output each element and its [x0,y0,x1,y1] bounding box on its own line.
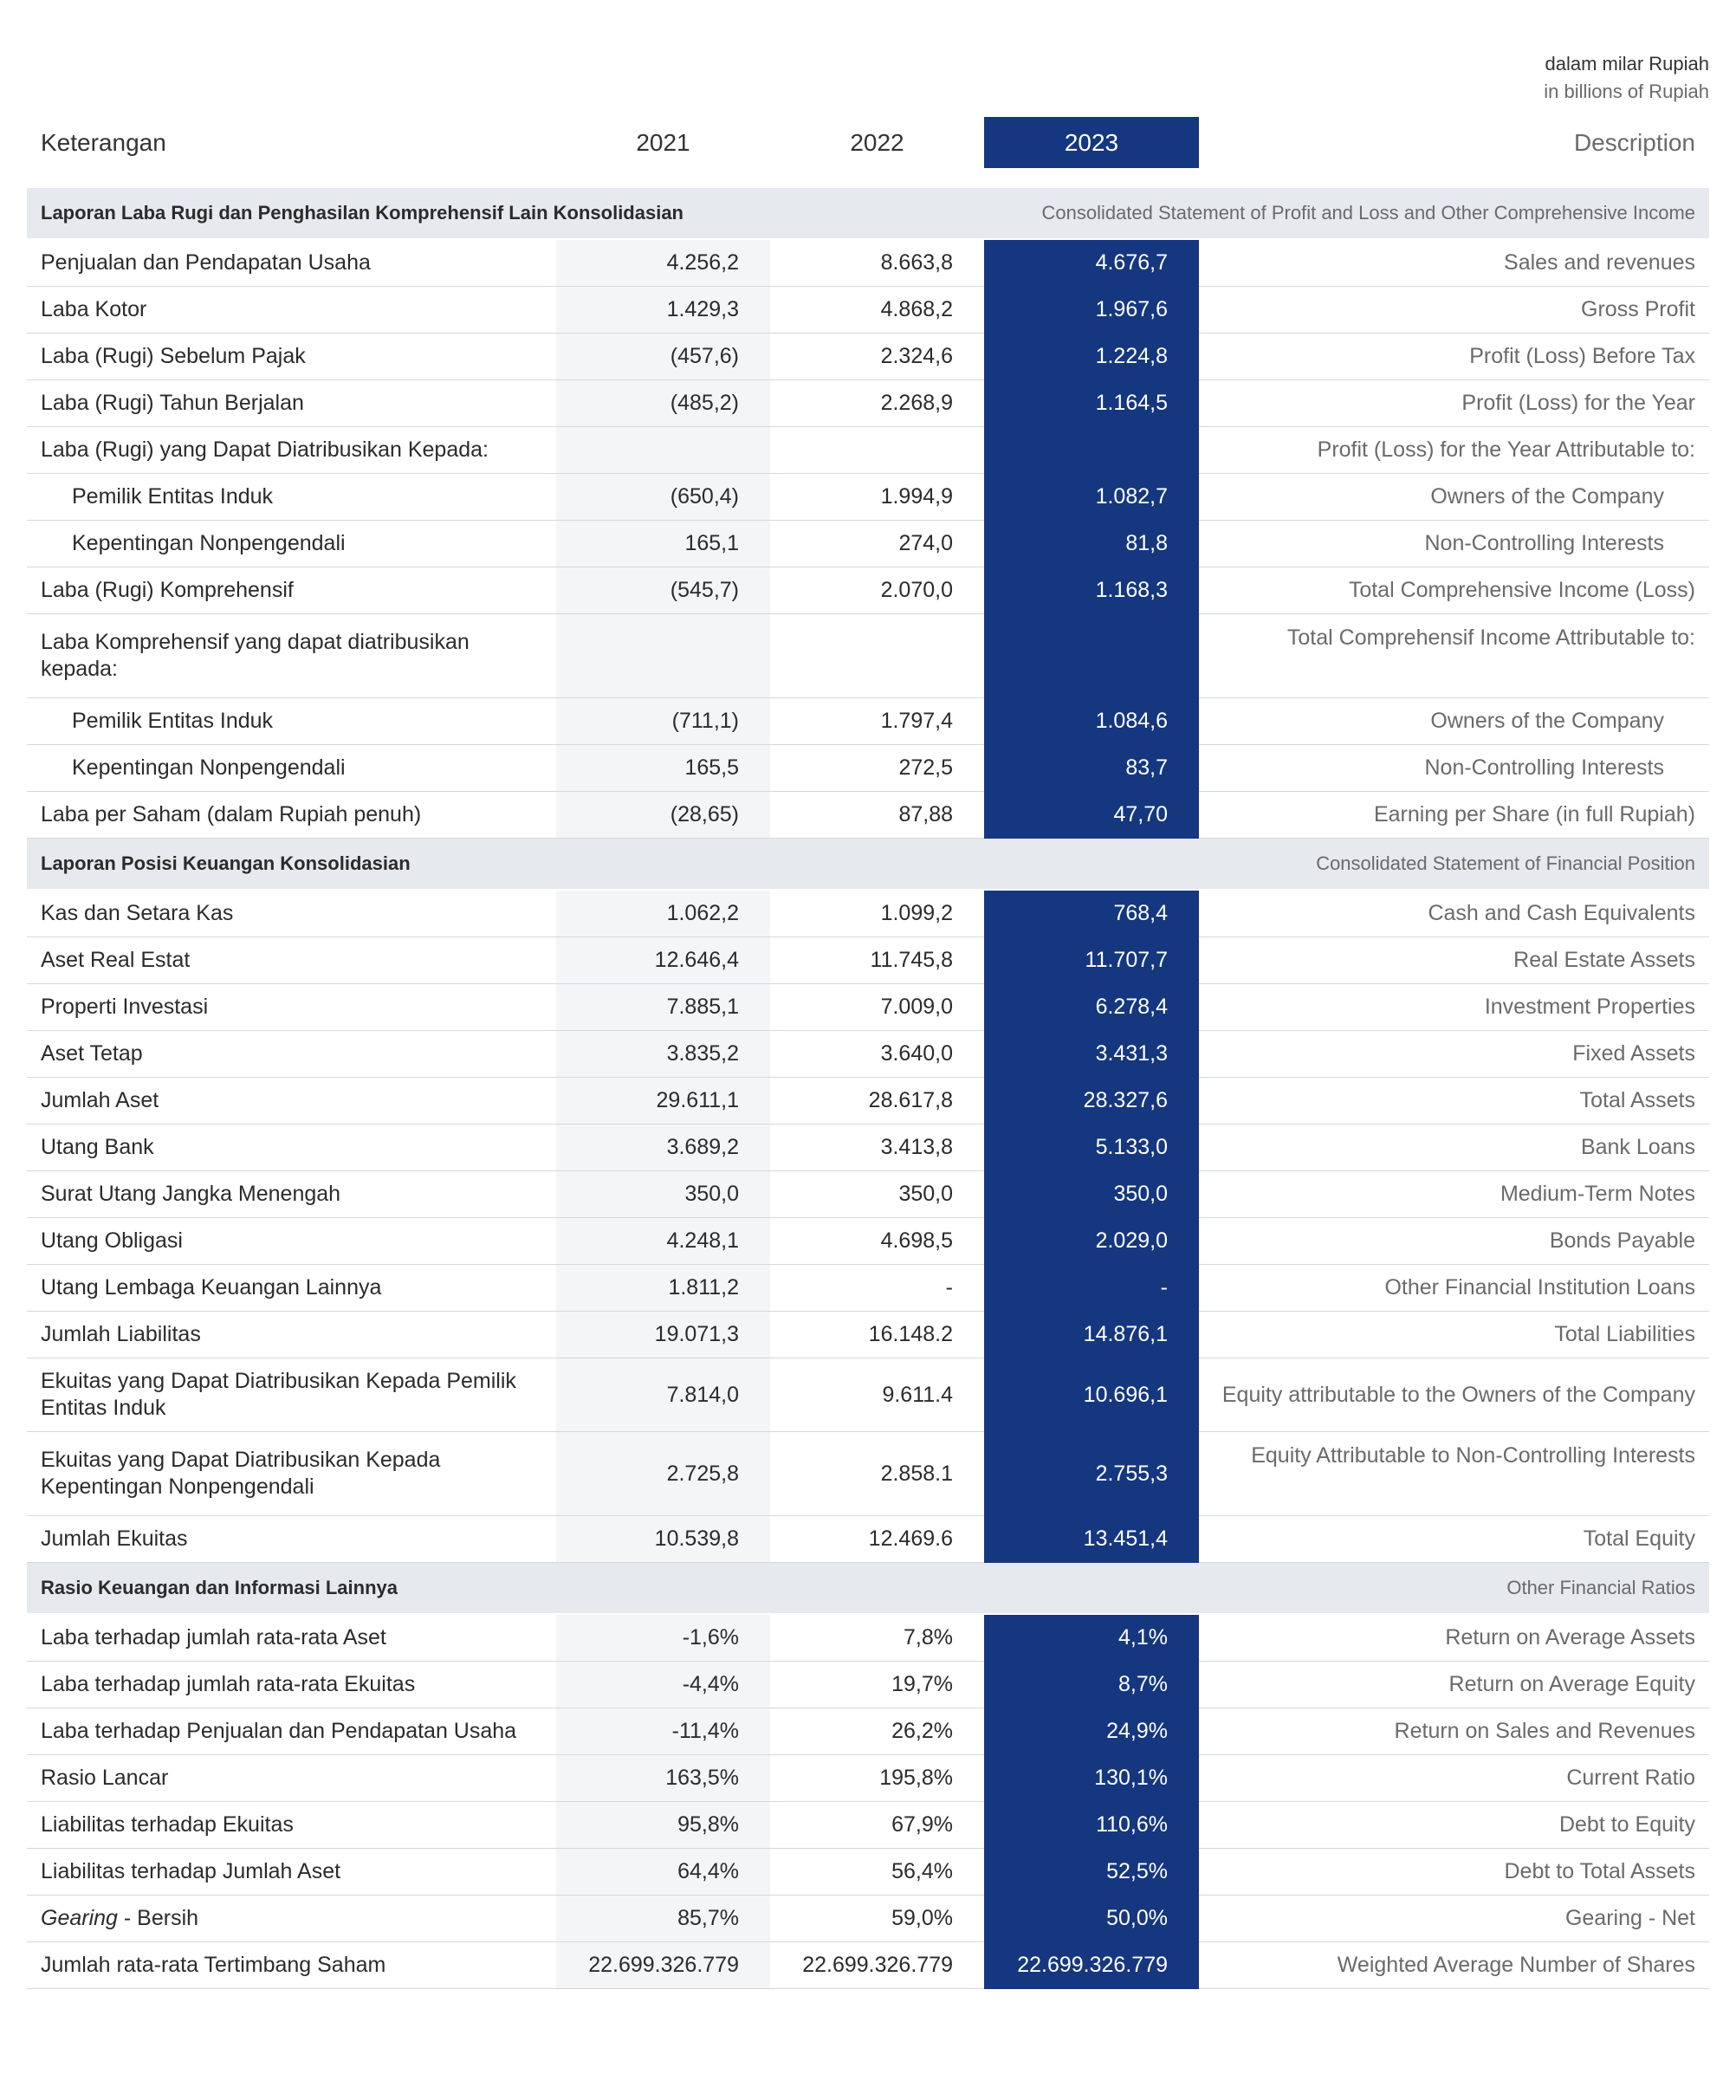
value-2023: 350,0 [984,1171,1199,1218]
value-2021 [556,614,770,698]
value-2022: 350,0 [770,1171,984,1218]
value-2021: 64,4% [556,1849,770,1896]
value-2021: 1.429,3 [556,287,770,334]
row-label-en: Debt to Total Assets [1199,1849,1709,1896]
row-label-en: Equity attributable to the Owners of the Company [1199,1358,1709,1432]
section-title-en: Consolidated Statement of Profit and Loss and Other Comprehensive Income [984,188,1709,239]
value-2021: 4.248,1 [556,1218,770,1265]
row-label-id: Aset Real Estat [27,937,556,984]
value-2023: 14.876,1 [984,1312,1199,1358]
value-2021: 7.814,0 [556,1358,770,1432]
value-2022: 2.268,9 [770,380,984,427]
value-2022: - [770,1265,984,1312]
value-2023: 81,8 [984,521,1199,567]
row-label-id: Pemilik Entitas Induk [27,698,556,745]
value-2022: 2.070,0 [770,567,984,614]
value-2022: 2.324,6 [770,334,984,380]
value-2023: 22.699.326.779 [984,1942,1199,1989]
row-label-id: Laba (Rugi) Tahun Berjalan [27,380,556,427]
section-title-id: Laporan Posisi Keuangan Konsolidasian [27,839,984,891]
table-row [27,1432,1709,1516]
row-label-en: Profit (Loss) for the Year Attributable to: [1199,427,1709,474]
value-2021: 350,0 [556,1171,770,1218]
section-title-en: Other Financial Ratios [984,1563,1709,1615]
value-2022: 1.994,9 [770,474,984,521]
table-row [27,1312,1709,1358]
row-label-en: Investment Properties [1199,984,1709,1031]
value-2021: 19.071,3 [556,1312,770,1358]
row-label-en: Medium-Term Notes [1199,1171,1709,1218]
row-label-en: Fixed Assets [1199,1031,1709,1078]
value-2021: (711,1) [556,698,770,745]
row-label-id: Surat Utang Jangka Menengah [27,1171,556,1218]
value-2023: 1.168,3 [984,567,1199,614]
row-label-id: Laba Kotor [27,287,556,334]
value-2021: 95,8% [556,1802,770,1849]
table-row [27,745,1709,792]
row-label-id [27,1896,556,1942]
table-row [27,698,1709,745]
value-2022: 67,9% [770,1802,984,1849]
row-label-en: Bonds Payable [1199,1218,1709,1265]
row-label-rest: - Bersih [117,1906,199,1930]
header-row [27,117,1709,168]
value-2022: 3.640,0 [770,1031,984,1078]
row-label-en: Profit (Loss) Before Tax [1199,334,1709,380]
value-2022: 7.009,0 [770,984,984,1031]
value-2021: (485,2) [556,380,770,427]
header-year-2021: 2021 [636,128,690,156]
value-2022: 274,0 [770,521,984,567]
value-2023: 10.696,1 [984,1358,1199,1432]
row-label-en: Total Comprehensif Income Attributable to: [1199,614,1709,698]
row-label-id: Properti Investasi [27,984,556,1031]
value-2022: 3.413,8 [770,1125,984,1171]
table-row [27,1802,1709,1849]
row-label-en: Total Assets [1199,1078,1709,1125]
value-2022: 87,88 [770,792,984,839]
row-label-id: Laba terhadap jumlah rata-rata Ekuitas [27,1662,556,1708]
value-2023: 11.707,7 [984,937,1199,984]
header-keterangan: Keterangan [41,128,166,156]
value-2021: (457,6) [556,334,770,380]
row-label-id: Ekuitas yang Dapat Diatribusikan Kepada Pemilik Entitas Induk [27,1358,556,1432]
value-2023 [984,427,1199,474]
row-label-id: Kas dan Setara Kas [27,890,556,937]
table-row [27,984,1709,1031]
table-row [27,1358,1709,1432]
value-2022: 2.858.1 [770,1432,984,1516]
table-row [27,287,1709,334]
row-label-en: Return on Average Equity [1199,1662,1709,1708]
row-label-en: Bank Loans [1199,1125,1709,1171]
value-2021: -1,6% [556,1614,770,1662]
row-label-id: Penjualan dan Pendapatan Usaha [27,239,556,287]
table-row [27,239,1709,287]
row-label-en: Non-Controlling Interests [1199,521,1709,567]
header-spacer [27,168,1709,188]
section-header [27,839,1709,891]
value-2021: 7.885,1 [556,984,770,1031]
row-label-id: Jumlah rata-rata Tertimbang Saham [27,1942,556,1989]
value-2022: 4.698,5 [770,1218,984,1265]
table-row [27,1708,1709,1755]
value-2023: 4.676,7 [984,239,1199,287]
table-row [27,1614,1709,1662]
value-2023: 50,0% [984,1896,1199,1942]
value-2022: 12.469.6 [770,1516,984,1563]
value-2023: 768,4 [984,890,1199,937]
table-row [27,1942,1709,1989]
row-label-id: Utang Lembaga Keuangan Lainnya [27,1265,556,1312]
value-2023: 5.133,0 [984,1125,1199,1171]
table-row [27,1125,1709,1171]
value-2021: 22.699.326.779 [556,1942,770,1989]
value-2023: 1.224,8 [984,334,1199,380]
row-label-id: Laba per Saham (dalam Rupiah penuh) [27,792,556,839]
value-2023: 2.029,0 [984,1218,1199,1265]
row-label-en: Total Comprehensive Income (Loss) [1199,567,1709,614]
header-description: Description [1573,128,1695,156]
table-row [27,1078,1709,1125]
table-row [27,1516,1709,1563]
value-2021: 3.689,2 [556,1125,770,1171]
value-2022: 195,8% [770,1755,984,1802]
value-2023: 8,7% [984,1662,1199,1708]
unit-note [1544,50,1709,106]
value-2022: 8.663,8 [770,239,984,287]
row-label-id: Utang Bank [27,1125,556,1171]
row-label-en: Non-Controlling Interests [1199,745,1709,792]
value-2022: 7,8% [770,1614,984,1662]
value-2023 [984,614,1199,698]
value-2023: 13.451,4 [984,1516,1199,1563]
row-label-id: Kepentingan Nonpengendali [27,521,556,567]
row-label-id: Jumlah Aset [27,1078,556,1125]
row-label-en: Return on Sales and Revenues [1199,1708,1709,1755]
section-title-id: Rasio Keuangan dan Informasi Lainnya [27,1563,984,1615]
row-label-id: Liabilitas terhadap Ekuitas [27,1802,556,1849]
table-row [27,1031,1709,1078]
value-2023: 52,5% [984,1849,1199,1896]
row-label-id: Liabilitas terhadap Jumlah Aset [27,1849,556,1896]
table-row [27,380,1709,427]
value-2023: 1.967,6 [984,287,1199,334]
value-2022: 272,5 [770,745,984,792]
value-2023: 110,6% [984,1802,1199,1849]
row-label-en: Weighted Average Number of Shares [1199,1942,1709,1989]
row-label-id: Kepentingan Nonpengendali [27,745,556,792]
table-row [27,614,1709,698]
row-label-en: Other Financial Institution Loans [1199,1265,1709,1312]
value-2022: 9.611.4 [770,1358,984,1432]
value-2023: 1.164,5 [984,380,1199,427]
row-label-en: Profit (Loss) for the Year [1199,380,1709,427]
table-row [27,1896,1709,1942]
table-row [27,1755,1709,1802]
financial-highlights-table [27,117,1709,1989]
row-label-id: Utang Obligasi [27,1218,556,1265]
value-2021: 1.062,2 [556,890,770,937]
value-2023: 4,1% [984,1614,1199,1662]
value-2021: 4.256,2 [556,239,770,287]
row-label-id: Laba terhadap Penjualan dan Pendapatan Usaha [27,1708,556,1755]
value-2022: 4.868,2 [770,287,984,334]
table-row [27,334,1709,380]
section-title-en: Consolidated Statement of Financial Position [984,839,1709,891]
value-2021: (650,4) [556,474,770,521]
table-row [27,1265,1709,1312]
row-label-en: Return on Average Assets [1199,1614,1709,1662]
row-label-en: Owners of the Company [1199,474,1709,521]
table-row [27,521,1709,567]
value-2022: 11.745,8 [770,937,984,984]
value-2022: 56,4% [770,1849,984,1896]
row-label-en: Owners of the Company [1199,698,1709,745]
value-2023: - [984,1265,1199,1312]
table-row [27,1849,1709,1896]
row-label-id: Laba (Rugi) yang Dapat Diatribusikan Kepada: [27,427,556,474]
value-2021: 165,5 [556,745,770,792]
row-label-en: Gross Profit [1199,287,1709,334]
table-row [27,890,1709,937]
row-label-en: Cash and Cash Equivalents [1199,890,1709,937]
row-label-id: Laba (Rugi) Sebelum Pajak [27,334,556,380]
value-2022 [770,427,984,474]
value-2023: 6.278,4 [984,984,1199,1031]
row-label-en: Debt to Equity [1199,1802,1709,1849]
row-label-en: Real Estate Assets [1199,937,1709,984]
value-2022: 26,2% [770,1708,984,1755]
header-year-2023: 2023 [984,117,1199,168]
value-2022: 22.699.326.779 [770,1942,984,1989]
value-2022: 1.099,2 [770,890,984,937]
unit-note-en: in billions of Rupiah [1544,81,1709,102]
value-2021: 3.835,2 [556,1031,770,1078]
row-label-en: Earning per Share (in full Rupiah) [1199,792,1709,839]
value-2023: 1.084,6 [984,698,1199,745]
value-2022: 16.148.2 [770,1312,984,1358]
value-2022: 1.797,4 [770,698,984,745]
section-header [27,188,1709,239]
table-row [27,1662,1709,1708]
row-label-en: Gearing - Net [1199,1896,1709,1942]
unit-note-id: dalam milar Rupiah [1545,53,1709,75]
row-label-italic: Gearing [41,1906,118,1930]
value-2023: 130,1% [984,1755,1199,1802]
table-row [27,427,1709,474]
value-2021: 12.646,4 [556,937,770,984]
row-label-id: Laba Komprehensif yang dapat diatribusikan kepada: [27,614,556,698]
row-label-id: Ekuitas yang Dapat Diatribusikan Kepada Kepentingan Nonpengendali [27,1432,556,1516]
value-2021: 1.811,2 [556,1265,770,1312]
value-2021: (545,7) [556,567,770,614]
row-label-id: Jumlah Ekuitas [27,1516,556,1563]
value-2023: 28.327,6 [984,1078,1199,1125]
value-2023: 1.082,7 [984,474,1199,521]
value-2023: 47,70 [984,792,1199,839]
row-label-en: Sales and revenues [1199,239,1709,287]
row-label-id: Rasio Lancar [27,1755,556,1802]
section-header [27,1563,1709,1615]
value-2021: (28,65) [556,792,770,839]
row-label-id: Pemilik Entitas Induk [27,474,556,521]
value-2021: 10.539,8 [556,1516,770,1563]
row-label-id: Jumlah Liabilitas [27,1312,556,1358]
value-2022 [770,614,984,698]
value-2022: 59,0% [770,1896,984,1942]
section-title-id: Laporan Laba Rugi dan Penghasilan Komprehensif Lain Konsolidasian [27,188,984,239]
table-row [27,567,1709,614]
value-2021: 165,1 [556,521,770,567]
row-label-en: Current Ratio [1199,1755,1709,1802]
table-row [27,474,1709,521]
value-2021: 85,7% [556,1896,770,1942]
row-label-en: Total Liabilities [1199,1312,1709,1358]
value-2021: 163,5% [556,1755,770,1802]
row-label-id: Aset Tetap [27,1031,556,1078]
table-row [27,1218,1709,1265]
table-row [27,937,1709,984]
value-2022: 28.617,8 [770,1078,984,1125]
table-row [27,1171,1709,1218]
value-2023: 2.755,3 [984,1432,1199,1516]
table-body [27,188,1709,1989]
value-2023: 24,9% [984,1708,1199,1755]
value-2021: -11,4% [556,1708,770,1755]
value-2022: 19,7% [770,1662,984,1708]
row-label-en: Total Equity [1199,1516,1709,1563]
header-year-2022: 2022 [850,128,904,156]
value-2023: 3.431,3 [984,1031,1199,1078]
value-2021: 2.725,8 [556,1432,770,1516]
value-2021: -4,4% [556,1662,770,1708]
table-row [27,792,1709,839]
value-2023: 83,7 [984,745,1199,792]
row-label-en: Equity Attributable to Non-Controlling Interests [1199,1432,1709,1516]
value-2021 [556,427,770,474]
row-label-id: Laba terhadap jumlah rata-rata Aset [27,1614,556,1662]
value-2021: 29.611,1 [556,1078,770,1125]
row-label-id: Laba (Rugi) Komprehensif [27,567,556,614]
